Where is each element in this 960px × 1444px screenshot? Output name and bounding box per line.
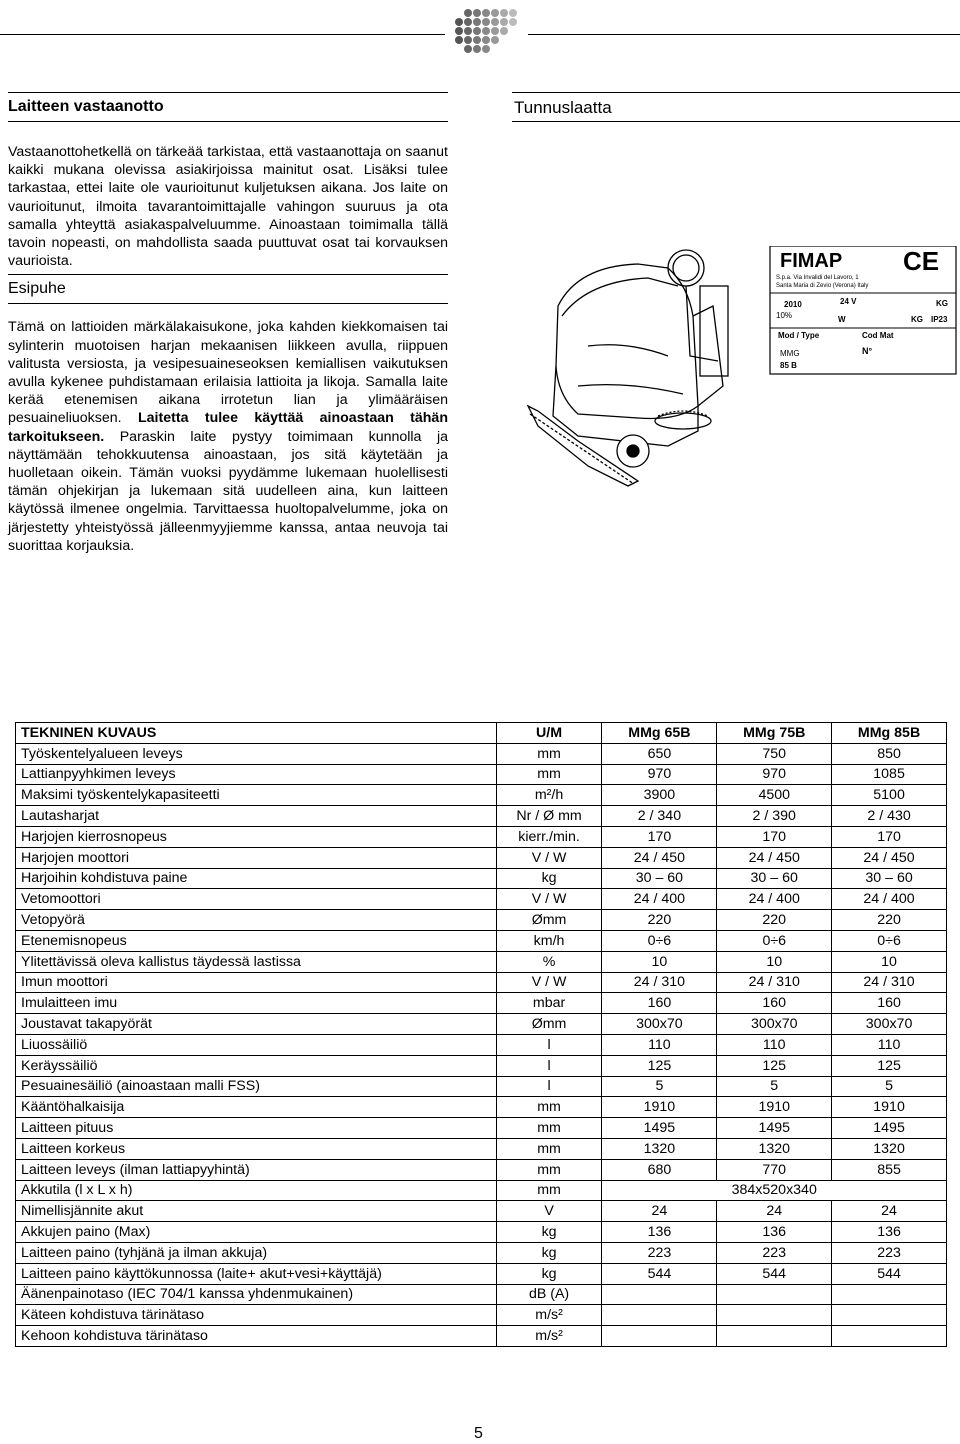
- logo-dot: [455, 36, 463, 44]
- logo-dot: [491, 18, 499, 26]
- spec-label-cell: Imulaitteen imu: [16, 993, 497, 1014]
- spec-value-cell: 223: [717, 1242, 832, 1263]
- table-header-cell: MMg 85B: [832, 723, 947, 744]
- reception-paragraph: Vastaanottohetkellä on tärkeää tarkistaa, että vastaanottaja on saanut kaikki mukana olevissa asiakirjoissa mainitut osat. Lisäksi tulee tarkastaa, ettei laite ole vaurioitunut kuljetuksen aikana. Jos laite on vaurioitunut, ilmoita tavarantoimittajalle vahingon suuruus ja ota samalla yhteyttä asiakaspalveluumme. Ainoastaan toimimalla tällä tavoin nopeasti, on mahdollista saada puuttuvat osat tai korvauksen vaurioista.: [8, 144, 448, 270]
- plate-cod-mat: Cod Mat: [862, 331, 894, 340]
- spec-value-cell: 24 / 450: [717, 847, 832, 868]
- spec-label-cell: Äänenpainotaso (IEC 704/1 kanssa yhdenmukainen): [16, 1284, 497, 1305]
- left-column: [8, 92, 448, 555]
- logo-dot: [491, 9, 499, 17]
- spec-label-cell: Laitteen paino (tyhjänä ja ilman akkuja): [16, 1242, 497, 1263]
- logo-dots: [455, 5, 519, 55]
- spec-value-cell: km/h: [496, 930, 602, 951]
- technical-specs-table: [15, 722, 947, 1347]
- table-row: [16, 1159, 947, 1180]
- spec-value-cell: mm: [496, 764, 602, 785]
- spec-value-cell: m/s²: [496, 1305, 602, 1326]
- spec-value-cell: 24 / 450: [602, 847, 717, 868]
- table-row: [16, 1263, 947, 1284]
- preface-text: Tämä on lattioiden märkälakaisukone, joka kahden kiekkomaisen tai sylinterin muotoisen harjan mekaanisen liikkeen avulla, riippuen valitusta versiosta, ja vesipesuaineseoksen kemiallisen vaikutuksen avulla kykenee puhdistamaan erilaisia lattioita ja likoja. Samalla laite kerää etenemisen aikana irrotetun lian ja ylimääräisen pesuaineliuoksen.: [8, 319, 448, 427]
- spec-value-cell: 136: [832, 1222, 947, 1243]
- logo-dot: [473, 27, 481, 35]
- spec-value-cell: 223: [602, 1242, 717, 1263]
- table-header-cell: U/M: [496, 723, 602, 744]
- spec-value-cell: kg: [496, 868, 602, 889]
- table-row: [16, 847, 947, 868]
- spec-value-cell: 1085: [832, 764, 947, 785]
- logo-dot: [455, 18, 463, 26]
- table-row: [16, 1305, 947, 1326]
- table-row: [16, 743, 947, 764]
- spec-value-cell: 170: [602, 826, 717, 847]
- spec-value-cell: [717, 1326, 832, 1347]
- spec-value-cell: 24 / 310: [602, 972, 717, 993]
- spec-value-cell: [832, 1305, 947, 1326]
- logo-dot: [482, 18, 490, 26]
- logo-dot: [473, 9, 481, 17]
- heading-reception: Laitteen vastaanotto: [8, 92, 448, 122]
- spec-label-cell: Vetopyörä: [16, 910, 497, 931]
- header-rule-right: [528, 34, 960, 35]
- plate-mod-type: Mod / Type: [778, 331, 820, 340]
- table-row: [16, 1222, 947, 1243]
- spec-value-cell: 0÷6: [832, 930, 947, 951]
- table-header-cell: TEKNINEN KUVAUS: [16, 723, 497, 744]
- spec-value-cell: l: [496, 1055, 602, 1076]
- spec-value-cell: 125: [602, 1055, 717, 1076]
- spec-value-cell: 220: [832, 910, 947, 931]
- logo-dot: [473, 45, 481, 53]
- table-row: [16, 1118, 947, 1139]
- spec-label-cell: Akkujen paino (Max): [16, 1222, 497, 1243]
- spec-value-cell: 300x70: [717, 1014, 832, 1035]
- logo-dot: [455, 27, 463, 35]
- table-header-row: [16, 723, 947, 744]
- spec-value-cell: 300x70: [832, 1014, 947, 1035]
- spec-value-cell: 770: [717, 1159, 832, 1180]
- spec-value-cell: 1320: [602, 1138, 717, 1159]
- spec-value-cell: 24: [602, 1201, 717, 1222]
- plate-ce: CE: [903, 246, 940, 276]
- spec-label-cell: Etenemisnopeus: [16, 930, 497, 951]
- spec-value-cell: 5: [717, 1076, 832, 1097]
- spec-value-cell: 5: [602, 1076, 717, 1097]
- spec-value-cell: 3900: [602, 785, 717, 806]
- spec-value-cell: 544: [717, 1263, 832, 1284]
- spec-label-cell: Laitteen leveys (ilman lattiapyyhintä): [16, 1159, 497, 1180]
- table-row: [16, 1055, 947, 1076]
- spec-value-cell: 10: [602, 951, 717, 972]
- spec-label-cell: Harjojen moottori: [16, 847, 497, 868]
- spec-value-cell: [832, 1326, 947, 1347]
- spec-value-cell: 2 / 430: [832, 806, 947, 827]
- spec-value-cell: mm: [496, 1097, 602, 1118]
- scrubber-machine-drawing: [528, 250, 728, 486]
- plate-brand: FIMAP: [780, 250, 843, 272]
- logo-dot: [473, 18, 481, 26]
- spec-value-cell: 160: [717, 993, 832, 1014]
- table-row: [16, 1326, 947, 1347]
- logo-dot: [491, 36, 499, 44]
- logo-dot: [464, 27, 472, 35]
- table-row: [16, 1014, 947, 1035]
- spec-value-cell: 24 / 400: [602, 889, 717, 910]
- table-row: [16, 951, 947, 972]
- logo-dot: [482, 36, 490, 44]
- table-row: [16, 1180, 947, 1201]
- table-row: [16, 889, 947, 910]
- spec-value-cell: 1495: [832, 1118, 947, 1139]
- spec-value-cell: 750: [717, 743, 832, 764]
- spec-value-cell: kg: [496, 1263, 602, 1284]
- spec-value-cell: 136: [717, 1222, 832, 1243]
- spec-value-cell: [717, 1284, 832, 1305]
- spec-label-cell: Akkutila (l x L x h): [16, 1180, 497, 1201]
- plate-n: N°: [862, 346, 873, 356]
- logo-dot: [500, 18, 508, 26]
- spec-label-cell: Imun moottori: [16, 972, 497, 993]
- spec-value-cell: kg: [496, 1222, 602, 1243]
- logo-dot: [482, 27, 490, 35]
- spec-value-cell: 220: [602, 910, 717, 931]
- spec-value-cell: 300x70: [602, 1014, 717, 1035]
- table-row: [16, 1138, 947, 1159]
- logo-dot: [500, 9, 508, 17]
- spec-value-cell: mm: [496, 1118, 602, 1139]
- table-row: [16, 1201, 947, 1222]
- spec-value-cell: V / W: [496, 847, 602, 868]
- spec-value-cell: 170: [832, 826, 947, 847]
- spec-value-cell: 850: [832, 743, 947, 764]
- spec-value-cell: mm: [496, 743, 602, 764]
- spec-label-cell: Vetomoottori: [16, 889, 497, 910]
- spec-value-cell: Nr / Ø mm: [496, 806, 602, 827]
- spec-value-cell: [717, 1305, 832, 1326]
- table-row: [16, 1034, 947, 1055]
- spec-label-cell: Työskentelyalueen leveys: [16, 743, 497, 764]
- spec-value-cell: m²/h: [496, 785, 602, 806]
- spec-value-cell: %: [496, 951, 602, 972]
- spec-value-cell: 2 / 390: [717, 806, 832, 827]
- spec-value-cell: 1320: [717, 1138, 832, 1159]
- spec-value-cell: [602, 1284, 717, 1305]
- table-row: [16, 930, 947, 951]
- spec-value-cell: 110: [832, 1034, 947, 1055]
- spec-label-cell: Kehoon kohdistuva tärinätaso: [16, 1326, 497, 1347]
- logo-dot: [464, 36, 472, 44]
- spec-value-cell: mm: [496, 1138, 602, 1159]
- spec-value-cell: 160: [832, 993, 947, 1014]
- spec-value-cell: 30 – 60: [717, 868, 832, 889]
- plate-kg2: KG: [911, 315, 923, 324]
- spec-value-cell: 125: [717, 1055, 832, 1076]
- spec-value-cell: 0÷6: [602, 930, 717, 951]
- logo-dot: [464, 45, 472, 53]
- logo-dot: [509, 18, 517, 26]
- spec-value-cell: 650: [602, 743, 717, 764]
- spec-value-cell: 24 / 400: [832, 889, 947, 910]
- spec-label-cell: Joustavat takapyörät: [16, 1014, 497, 1035]
- spec-value-cell: mm: [496, 1159, 602, 1180]
- spec-value-cell: 1495: [602, 1118, 717, 1139]
- spec-value-cell: [602, 1305, 717, 1326]
- spec-value-cell: 5100: [832, 785, 947, 806]
- spec-value-cell: m/s²: [496, 1326, 602, 1347]
- spec-label-cell: Ylitettävissä oleva kallistus täydessä lastissa: [16, 951, 497, 972]
- spec-value-cell: 1910: [832, 1097, 947, 1118]
- spec-value-cell: V / W: [496, 889, 602, 910]
- table-row: [16, 910, 947, 931]
- spec-value-cell: 2 / 340: [602, 806, 717, 827]
- plate-address: Santa Maria di Zevio (Verona) Italy: [776, 283, 869, 289]
- spec-value-cell: 30 – 60: [832, 868, 947, 889]
- spec-value-cell: 136: [602, 1222, 717, 1243]
- logo-dot: [509, 9, 517, 17]
- plate-year: 2010: [784, 300, 802, 309]
- heading-nameplate: Tunnuslaatta: [512, 92, 960, 122]
- spec-value-cell: 24 / 310: [832, 972, 947, 993]
- spec-value-cell: [602, 1326, 717, 1347]
- spec-value-cell: 10: [832, 951, 947, 972]
- spec-value-cell: 170: [717, 826, 832, 847]
- table-row: [16, 806, 947, 827]
- spec-value-cell: 24 / 450: [832, 847, 947, 868]
- spec-value-cell: 24 / 310: [717, 972, 832, 993]
- spec-value-cell: 125: [832, 1055, 947, 1076]
- table-row: [16, 764, 947, 785]
- spec-value-cell: dB (A): [496, 1284, 602, 1305]
- spec-label-cell: Laitteen pituus: [16, 1118, 497, 1139]
- spec-label-cell: Harjojen kierrosnopeus: [16, 826, 497, 847]
- spec-value-cell: 1910: [717, 1097, 832, 1118]
- logo-dot: [464, 9, 472, 17]
- spec-value-cell: 1495: [717, 1118, 832, 1139]
- table-row: [16, 785, 947, 806]
- spec-value-cell: 223: [832, 1242, 947, 1263]
- plate-model: MMG: [780, 349, 800, 358]
- spec-value-cell: 24 / 400: [717, 889, 832, 910]
- plate-w: W: [838, 315, 846, 324]
- spec-value-cell: 1910: [602, 1097, 717, 1118]
- table-row: [16, 1076, 947, 1097]
- logo-dot: [482, 9, 490, 17]
- spec-value-cell: 5: [832, 1076, 947, 1097]
- spec-value-cell: 544: [602, 1263, 717, 1284]
- plate-volt: 24 V: [840, 297, 857, 306]
- heading-preface: Esipuhe: [8, 274, 448, 304]
- spec-value-cell: 4500: [717, 785, 832, 806]
- spec-value-cell: l: [496, 1034, 602, 1055]
- plate-company: S.p.a. Via Invalidi del Lavoro, 1: [776, 275, 859, 281]
- preface-bold-text: Laitetta tulee käyttää ainoastaan tähän tarkoitukseen.: [8, 410, 448, 445]
- spec-value-cell: mm: [496, 1180, 602, 1201]
- spec-value-cell: kg: [496, 1242, 602, 1263]
- table-row: [16, 1242, 947, 1263]
- spec-value-cell: 110: [717, 1034, 832, 1055]
- preface-text-2: Paraskin laite pystyy toimimaan kunnolla ja näyttämään tehokkuutensa ainoastaan, jos sitä käytetään ja huolletaan oikein. Tämän vuoksi pyydämme lukemaan huolellisesti tämän ohjekirjan ja lukemaan sitä uudelleen aina, kun laitteen käytössä ilmenee ongelmia. Tarvittaessa huoltopalvelumme, joka on järjestetty yhteistyössä jälleenmyyjiemme kanssa, antaa neuvoja tai suorittaa korjauksia.: [8, 428, 448, 554]
- spec-value-cell: 970: [602, 764, 717, 785]
- logo-dot: [473, 36, 481, 44]
- spec-value-cell: mbar: [496, 993, 602, 1014]
- spec-value-cell: 160: [602, 993, 717, 1014]
- spec-value-cell: 0÷6: [717, 930, 832, 951]
- table-row: [16, 1284, 947, 1305]
- spec-value-cell: V / W: [496, 972, 602, 993]
- table-row: [16, 972, 947, 993]
- spec-value-cell: 10: [717, 951, 832, 972]
- spec-label-cell: Liuossäiliö: [16, 1034, 497, 1055]
- spec-value-cell: 970: [717, 764, 832, 785]
- spec-value-cell: kierr./min.: [496, 826, 602, 847]
- logo-dot: [491, 27, 499, 35]
- spec-label-cell: Pesuainesäiliö (ainoastaan malli FSS): [16, 1076, 497, 1097]
- spec-label-cell: Kääntöhalkaisija: [16, 1097, 497, 1118]
- spec-value-cell: 544: [832, 1263, 947, 1284]
- table-row: [16, 826, 947, 847]
- spec-value-cell: 220: [717, 910, 832, 931]
- table-row: [16, 993, 947, 1014]
- logo-dot: [482, 45, 490, 53]
- preface-paragraph: [8, 318, 448, 555]
- plate-ip: IP23: [931, 315, 948, 324]
- table-header-cell: MMg 75B: [717, 723, 832, 744]
- spec-label-cell: Lautasharjat: [16, 806, 497, 827]
- spec-value-cell: [832, 1284, 947, 1305]
- logo-dot: [464, 18, 472, 26]
- logo-dot: [500, 27, 508, 35]
- spec-value-cell: Ømm: [496, 1014, 602, 1035]
- spec-value-cell: 24: [832, 1201, 947, 1222]
- table-header-cell: MMg 65B: [602, 723, 717, 744]
- table-row: [16, 1097, 947, 1118]
- plate-kg1: KG: [936, 299, 948, 308]
- spec-label-cell: Nimellisjännite akut: [16, 1201, 497, 1222]
- spec-value-cell: l: [496, 1076, 602, 1097]
- header-rule-left: [0, 34, 445, 35]
- spec-value-cell: 30 – 60: [602, 868, 717, 889]
- spec-label-cell: Laitteen korkeus: [16, 1138, 497, 1159]
- nameplate: [770, 246, 956, 374]
- spec-label-cell: Laitteen paino käyttökunnossa (laite+ akut+vesi+käyttäjä): [16, 1263, 497, 1284]
- spec-label-cell: Käteen kohdistuva tärinätaso: [16, 1305, 497, 1326]
- spec-value-cell: Ømm: [496, 910, 602, 931]
- spec-label-cell: Keräyssäiliö: [16, 1055, 497, 1076]
- spec-label-cell: Maksimi työskentelykapasiteetti: [16, 785, 497, 806]
- plate-variant: 85 B: [780, 361, 797, 370]
- spec-label-cell: Lattianpyyhkimen leveys: [16, 764, 497, 785]
- table-row: [16, 868, 947, 889]
- spec-value-cell: 384x520x340: [602, 1180, 947, 1201]
- spec-value-cell: 24: [717, 1201, 832, 1222]
- spec-value-cell: 680: [602, 1159, 717, 1180]
- plate-percent: 10%: [776, 311, 793, 320]
- spec-value-cell: 855: [832, 1159, 947, 1180]
- machine-illustration: [518, 246, 958, 508]
- spec-label-cell: Harjoihin kohdistuva paine: [16, 868, 497, 889]
- spec-value-cell: 1320: [832, 1138, 947, 1159]
- spec-value-cell: V: [496, 1201, 602, 1222]
- page-number: 5: [474, 1425, 483, 1442]
- spec-value-cell: 110: [602, 1034, 717, 1055]
